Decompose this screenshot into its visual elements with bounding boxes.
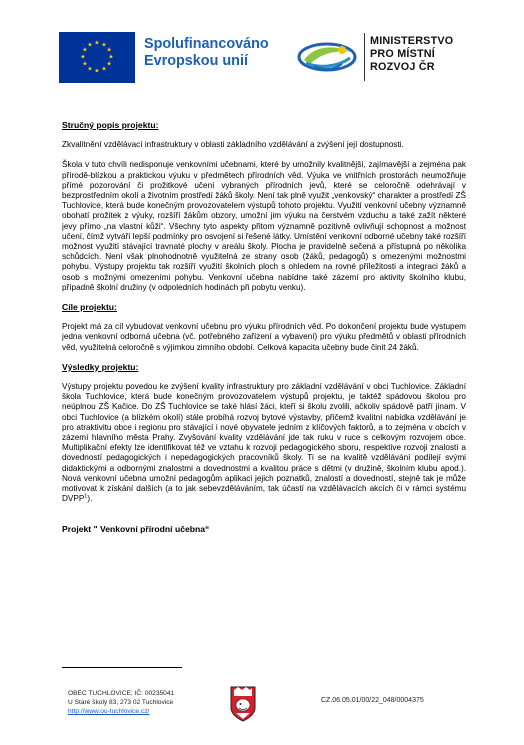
svg-text:★: ★	[94, 39, 100, 47]
svg-text:★: ★	[106, 60, 112, 68]
eu-cofinanced-text	[144, 36, 269, 70]
footer-line1: OBEC TUCHLOVICE; IČ: 00235041	[68, 690, 175, 697]
results-paragraph	[62, 382, 466, 504]
ministry-line1: MINISTERSTVO	[370, 35, 454, 47]
results-heading: Výsledky projektu:	[62, 361, 139, 372]
goal-heading: Cíle projektu:	[62, 302, 117, 313]
footnote-marker: 1	[84, 493, 88, 500]
eu-flag-logo	[59, 32, 135, 83]
ministry-divider	[364, 33, 365, 81]
footnote-separator	[62, 667, 182, 668]
municipality-coat-of-arms	[230, 686, 256, 722]
project-registration-code: CZ.06.05.01/00/22_048/0004375	[321, 697, 424, 704]
ministry-name	[370, 35, 453, 74]
svg-text:★: ★	[101, 41, 107, 49]
brief-paragraph-2: Škola v tuto chvíli nedisponuje venkovními učebnami, které by umožnily kvalitnější, zajímavější a zejména pak přírodě-blízkou a praktickou výuku v předmětech přírodních věd. Výuka ve vnitřních prostorách neumožňuje přímé pozorování či prožitkové učení vybraných přírodních jevů, které se celoročně odehrávají v bezprostředním okolí a životním prostředí žáků školy. Není tak plně využit „venkovský“ charakter a prostředí ZŠ Tuchlovice, která bude konečným provozovatelem výstupů tohoto projektu. Využití venkovní učebny významně obohatí prožitek z výuky, rozšíří žákům obzory, umožní jim výuku na čerstvém vzduchu a také zažít některé jevy přímo „na vlastní kůži“. Všechny tyto aspekty přitom významně pozitivně ovlivňují schopnost a možnost učení, čímž vytváří lepší podmínky pro osvojení si řešené látky. Umístění venkovní odborné učebny také rozšíří možnost využití stávající travnaté plochy v areálu školy. Plocha je pravidelně sečená a přístupná po několika schůdcích. Není však plnohodnotně využitelná ze strany osob (žáků, pedagogů) s omezenými možnostmi pohybu. Výstupy projektu tak rozšíří využití školních ploch s ohledem na rovné příležitosti a integraci žáků a osob s možnými omezeními pohybu. Venkovní učebna nabídne také zázemí pro aktivity školního klubu, případně školní družiny (v odpoledních hodinách při pobytu venku).	[62, 160, 466, 292]
svg-text:★: ★	[106, 46, 112, 54]
svg-text:★: ★	[101, 65, 107, 73]
ministry-line2: PRO MÍSTNÍ	[370, 48, 435, 60]
results-text-end: ).	[87, 494, 93, 504]
svg-text:★: ★	[108, 53, 114, 61]
project-title: Projekt " Venkovní přírodní učebna“	[62, 523, 210, 534]
svg-text:★: ★	[80, 53, 86, 61]
footer-address	[68, 689, 174, 716]
document-body	[62, 120, 466, 534]
ministry-logo	[296, 36, 358, 78]
footer-line2: U Staré školy 83, 273 02 Tuchlovice	[68, 699, 174, 706]
eu-text-line1: Spolufinancováno	[144, 36, 269, 52]
goal-paragraph: Projekt má za cíl vybudovat venkovní učebnu pro výuku přírodních věd. Po dokončení projektu bude vystupem jedna venkovní odborná učebna (vč. potřebného zařízení a vybavení) pro výuku předmětů v oblasti přírodních věd, využitelná celoročně s výjimkou zimního období. Celková kapacita učebny bude činit 24 žáků.	[62, 322, 466, 352]
svg-text:★: ★	[82, 60, 88, 68]
municipality-website-link[interactable]: http://www.ou-tuchlovice.cz/	[68, 708, 150, 715]
results-text: Výstupy projektu povedou ke zvýšení kvality infrastruktury pro základní vzdělávání v obci Tuchlovice. Základní škola Tuchlovice, která bude konečným provozovatelem výstupů projektu, je taktéž spádovou školou pro neúplnou ZŠ Kačice. Do ZŠ Tuchlovice se také hlásí žáci, kteří si školu zvolili, ačkoliv spádově patří jinam. V obci Tuchlovice (a blízkém okolí) stále probíhá rozvoj bytové výstavby, přičemž kvalitní nabídka vzdělávání je pro atraktivitu obce i regionu pro stávající i nové obyvatele jedním z klíčových faktorů, a to zejména v obcích v zázemí hlavního města Prahy. Zvyšování kvality vzdělávání jde tak ruku v ruce s celkovým rozvojem obce. Multiplikační efekty lze identifikovat též ve vztahu k rozvoji pedagogického sboru, respektive rozvoji znalostí a dovedností pedagogických i nepedagogických pracovníků školy. Ti se na kvalitě vzdělávání podílejí svými didaktickými a odbornými znalostmi a dovednostmi a kvalitou práce s dětmi (v družině, školním klubu apod.). Nová venkovní učebna umožní pedagogům aplikaci jejich poznatků, znalostí a dovedností, stejně tak je může motivovat k získání dalších (a to jak sebevzděláváním, tak účastí na vzdělávacích akcích či v rámci systému DVPP	[62, 382, 466, 504]
svg-text:★: ★	[82, 46, 88, 54]
eu-text-line2: Evropskou unií	[144, 53, 248, 69]
brief-heading: Stručný popis projektu:	[62, 120, 159, 130]
ministry-line3: ROZVOJ ČR	[370, 61, 435, 73]
svg-text:★: ★	[87, 65, 93, 73]
page-header	[0, 0, 524, 90]
brief-paragraph-1: Zkvalitnění vzdělávací infrastruktury v oblasti základního vzdělávání a zvýšení její dostupnosti.	[62, 140, 404, 150]
svg-text:★: ★	[87, 41, 93, 49]
svg-text:★: ★	[94, 67, 100, 75]
